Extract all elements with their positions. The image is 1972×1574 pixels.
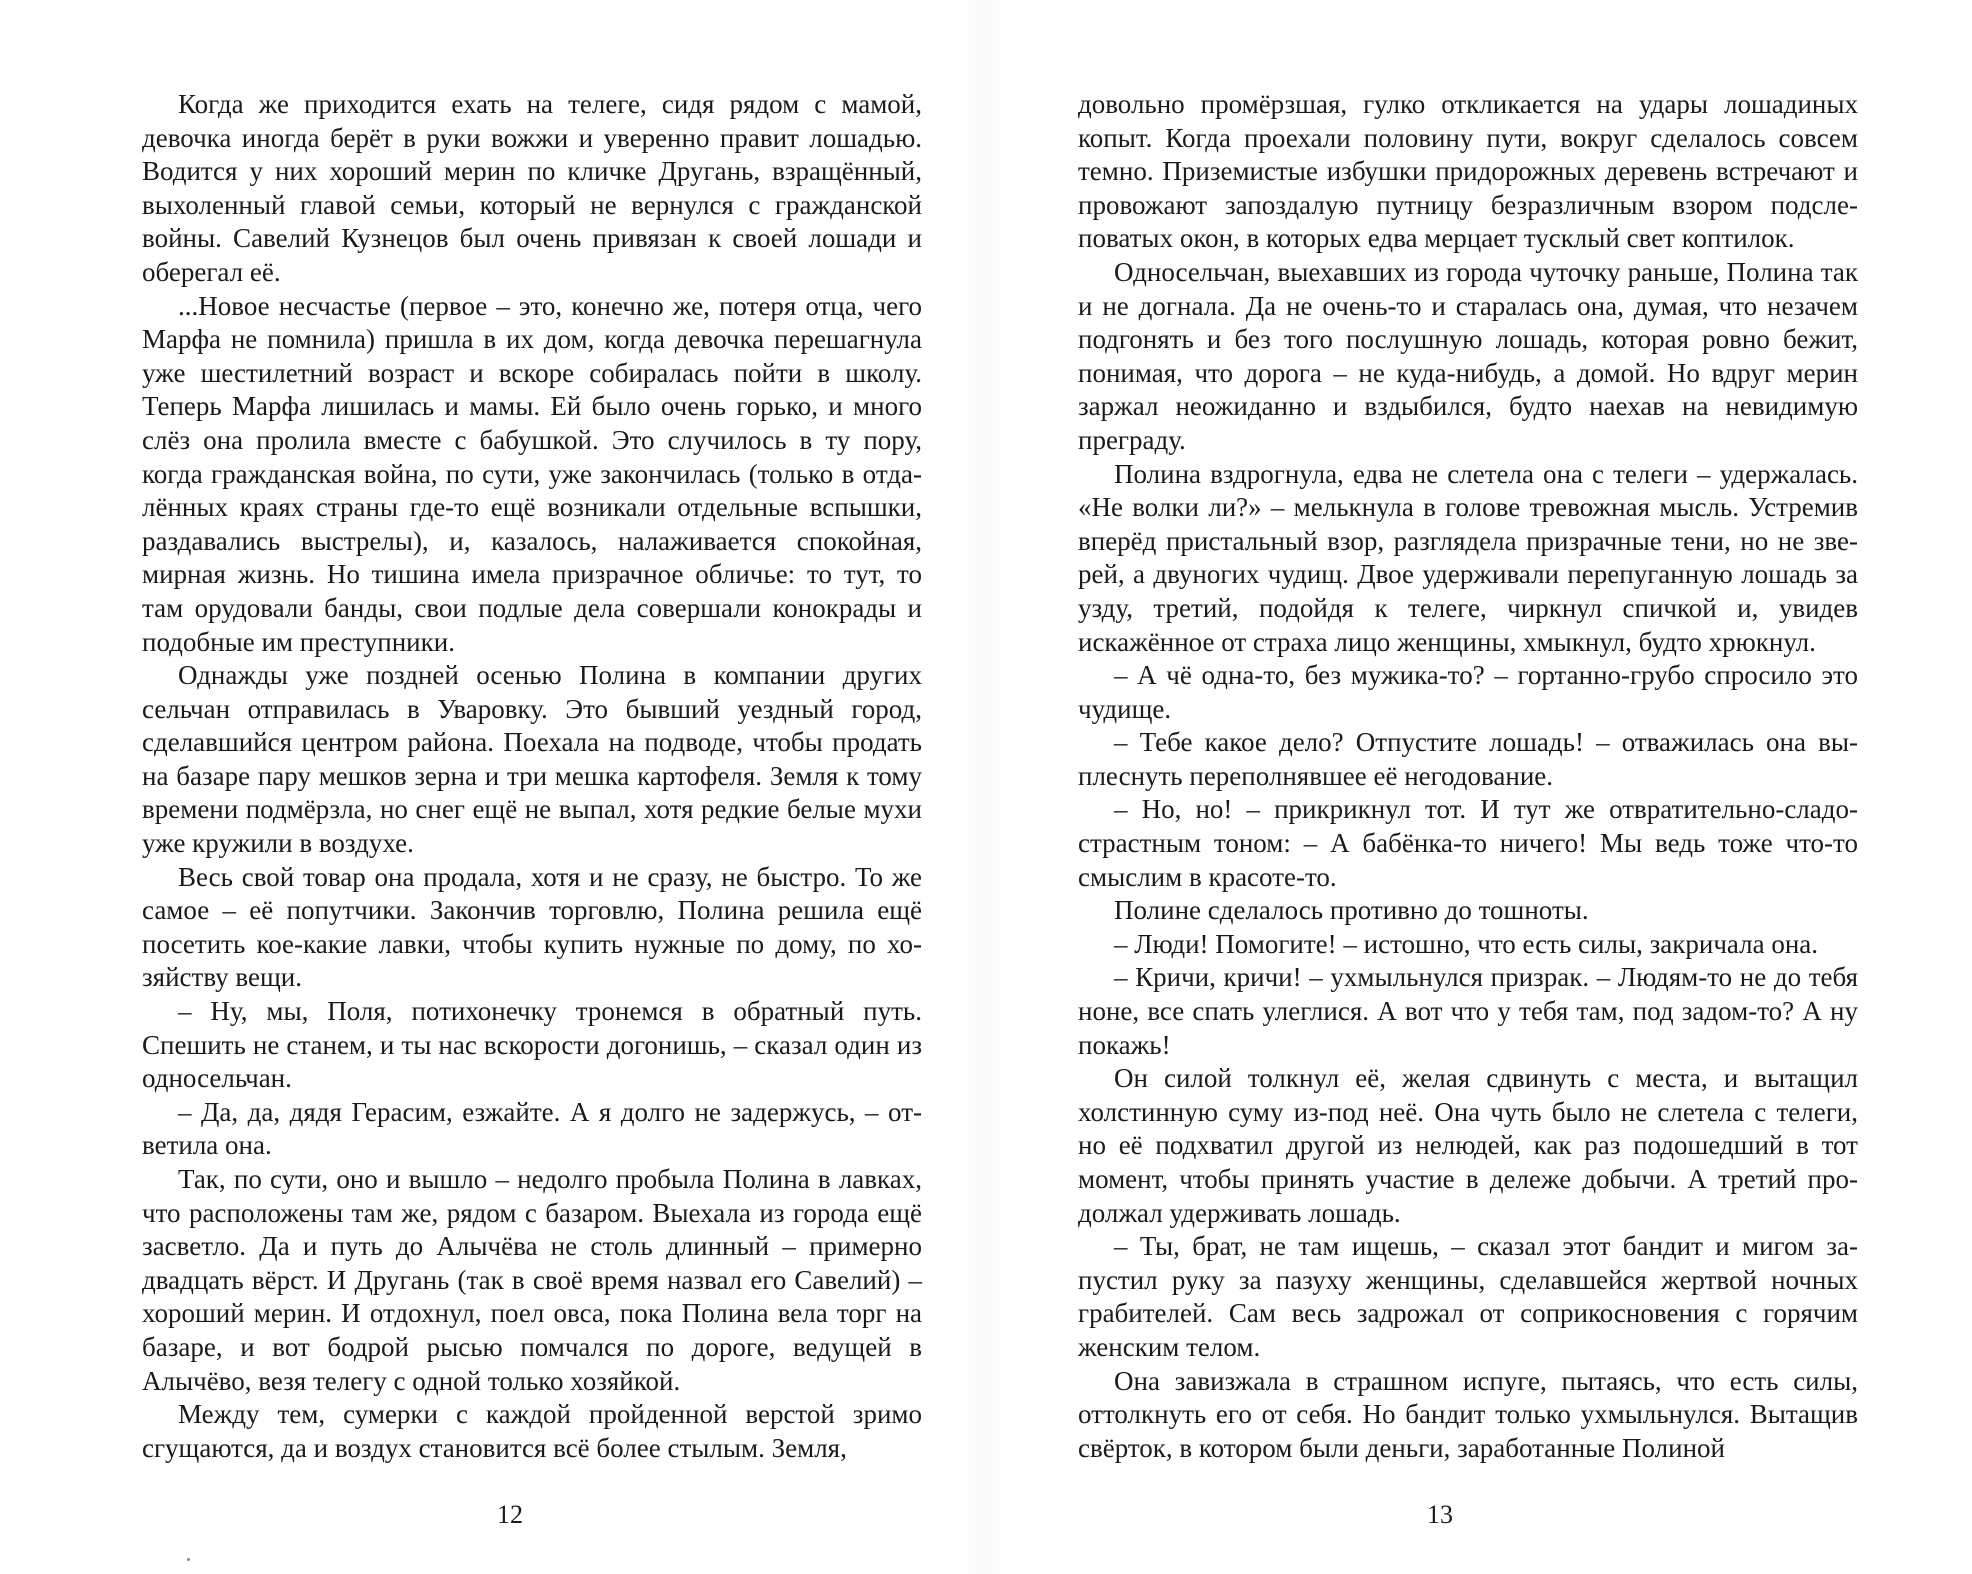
paragraph: Однажды уже поздней осенью Полина в компании других сельчан отправилась в Уваровку. Это бывший уездный город, сделавшийся центром района. Поехала на подводе, чтобы продать на базаре пару мешков зерна и три мешка картофеля. Земля к тому времени подмёрзла, но снег ещё не выпал, хотя редкие белые мухи уже кружили в воздухе. [142, 660, 922, 859]
paragraph: Когда же приходится ехать на телеге, сидя рядом с мамой, девочка иногда берёт в руки вожжи и уверенно правит лошадью. Водится у них хороший мерин по кличке Другань, взращённый, выхоленный главой семьи, который не вернулся с гражданской войны. Савелий Кузнецов был очень привязан к своей лошади и оберегал её. [142, 89, 922, 287]
paragraph: Односельчан, выехавших из города чуточку раньше, Полина так и не догнала. Да не очень-то и старалась она, думая, что незачем подгонять и без того послушную лошадь, которая ровно бежит, понимая, что дорога – не куда-нибудь, а домой. Но вдруг мерин заржал неожиданно и вздыбился, будто наехав на невидимую преграду. [1078, 256, 1858, 455]
paragraph: Он силой толкнул её, желая сдвинуть с места, и вытащил холстинную суму из-под неё. Она чуть было не слетела с телеги, но её подхватил другой из нелюдей, как раз подошедший в тот момент, чтобы принять участие в дележе добычи. А третий продолжал удерживать лошадь. [1078, 1063, 1858, 1228]
print-speck [187, 1558, 190, 1561]
paragraph: – Ну, мы, Поля, потихонечку тронемся в обратный путь. Спешить не станем, и ты нас вскорости догонишь, – сказал один из односельчан. [142, 996, 922, 1094]
paragraph: – Тебе какое дело? Отпустите лошадь! – отважилась она выплеснуть переполнявшее её негодование. [1078, 727, 1858, 791]
paragraph: – А чё одна-то, без мужика-то? – гортанно-грубо спросило это чудище. [1078, 660, 1858, 724]
paragraph: Полина вздрогнула, едва не слетела она с телеги – удержалась. «Не волки ли?» – мелькнула в голове тревожная мысль. Устремив вперёд пристальный взор, разглядела призрачные тени, но не зверей, а двуногих чудищ. Двое удерживали перепуганную лошадь за узду, третий, подойдя к телеге, чиркнул спичкой и, увидев искажённое от страха лицо женщины, хмыкнул, будто хрюкнул. [1078, 458, 1858, 657]
left-page-text [142, 88, 922, 1465]
paragraph: – Люди! Помогите! – истошно, что есть силы, закричала она. [1114, 928, 1819, 959]
paragraph: довольно промёрзшая, гулко откликается на удары лошадиных копыт. Когда проехали половину пути, вокруг сделалось совсем темно. Приземистые избушки придорожных деревень встречают и провожают запоздалую путницу безразличным взором подслеповатых окон, в которых едва мерцает тусклый свет коптилок. [1078, 89, 1858, 254]
paragraph: – Да, да, дядя Герасим, езжайте. А я долго не задержусь, – ответила она. [142, 1096, 922, 1161]
right-page [1078, 88, 1858, 1465]
paragraph: – Ты, брат, не там ищешь, – сказал этот бандит и мигом запустил руку за пазуху женщины, сделавшейся жертвой ночных грабителей. Сам весь задрожал от соприкосновения с горячим женским телом. [1078, 1231, 1858, 1362]
paragraph: Так, по сути, оно и вышло – недолго пробыла Полина в лавках, что расположены там же, рядом с базаром. Выехала из города ещё засветло. Да и путь до Алычёва не столь длинный – примерно двадцать вёрст. И Другань (так в своё время назвал его Савелий) – хороший мерин. И отдохнул, поел овса, пока Полина вела торг на базаре, и вот бодрой рысью помчался по дороге, ведущей в Алычёво, везя телегу с одной только хозяйкой. [142, 1164, 922, 1396]
right-page-text [1078, 88, 1858, 1465]
left-page-number: 12 [497, 1500, 523, 1529]
paragraph: Она завизжала в страшном испуге, пытаясь, что есть силы, оттолкнуть его от себя. Но бандит только ухмыльнулся. Вытащив свёрток, в котором были деньги, заработанные Полиной [1078, 1365, 1858, 1463]
paragraph: Полине сделалось противно до тошноты. [1114, 895, 1589, 926]
right-page-number: 13 [1427, 1500, 1453, 1529]
book-gutter [960, 0, 1012, 1574]
paragraph: – Но, но! – прикрикнул тот. И тут же отвратительно-сладострастным тоном: – А бабёнка-то ничего! Мы ведь тоже что-то смыслим в красоте-то. [1078, 794, 1858, 892]
left-page [142, 88, 922, 1465]
paragraph: ...Новое несчастье (первое – это, конечно же, потеря отца, чего Марфа не помнила) пришла в их дом, когда девочка перешагнула уже шестилетний возраст и вскоре собиралась пойти в школу. Теперь Марфа лишилась и мамы. Ей было очень горько, и много слёз она пролила вместе с бабушкой. Это случилось в ту пору, когда гражданская война, по сути, уже закончилась (только в отдалённых краях страны где-то ещё возникали отдельные вспышки, раздавались выстрелы), и, казалось, налаживается спокойная, мирная жизнь. Но тишина имела призрачное обличье: то тут, то там орудовали банды, свои подлые дела совершали конокрады и подобные им преступники. [142, 290, 922, 657]
paragraph: Весь свой товар она продала, хотя и не сразу, не быстро. То же самое – её попутчики. Закончив торговлю, Полина решила ещё посетить кое-какие лавки, чтобы купить нужные по дому, по хозяйству вещи. [142, 861, 922, 993]
paragraph: – Кричи, кричи! – ухмыльнулся призрак. – Людям-то не до тебя ноне, все спать улеглися. А вот что у тебя там, под задом-то? А ну покажь! [1078, 962, 1858, 1060]
paragraph: Между тем, сумерки с каждой пройденной верстой зримо сгущаются, да и воздух становится всё более стылым. Земля, [142, 1399, 922, 1463]
